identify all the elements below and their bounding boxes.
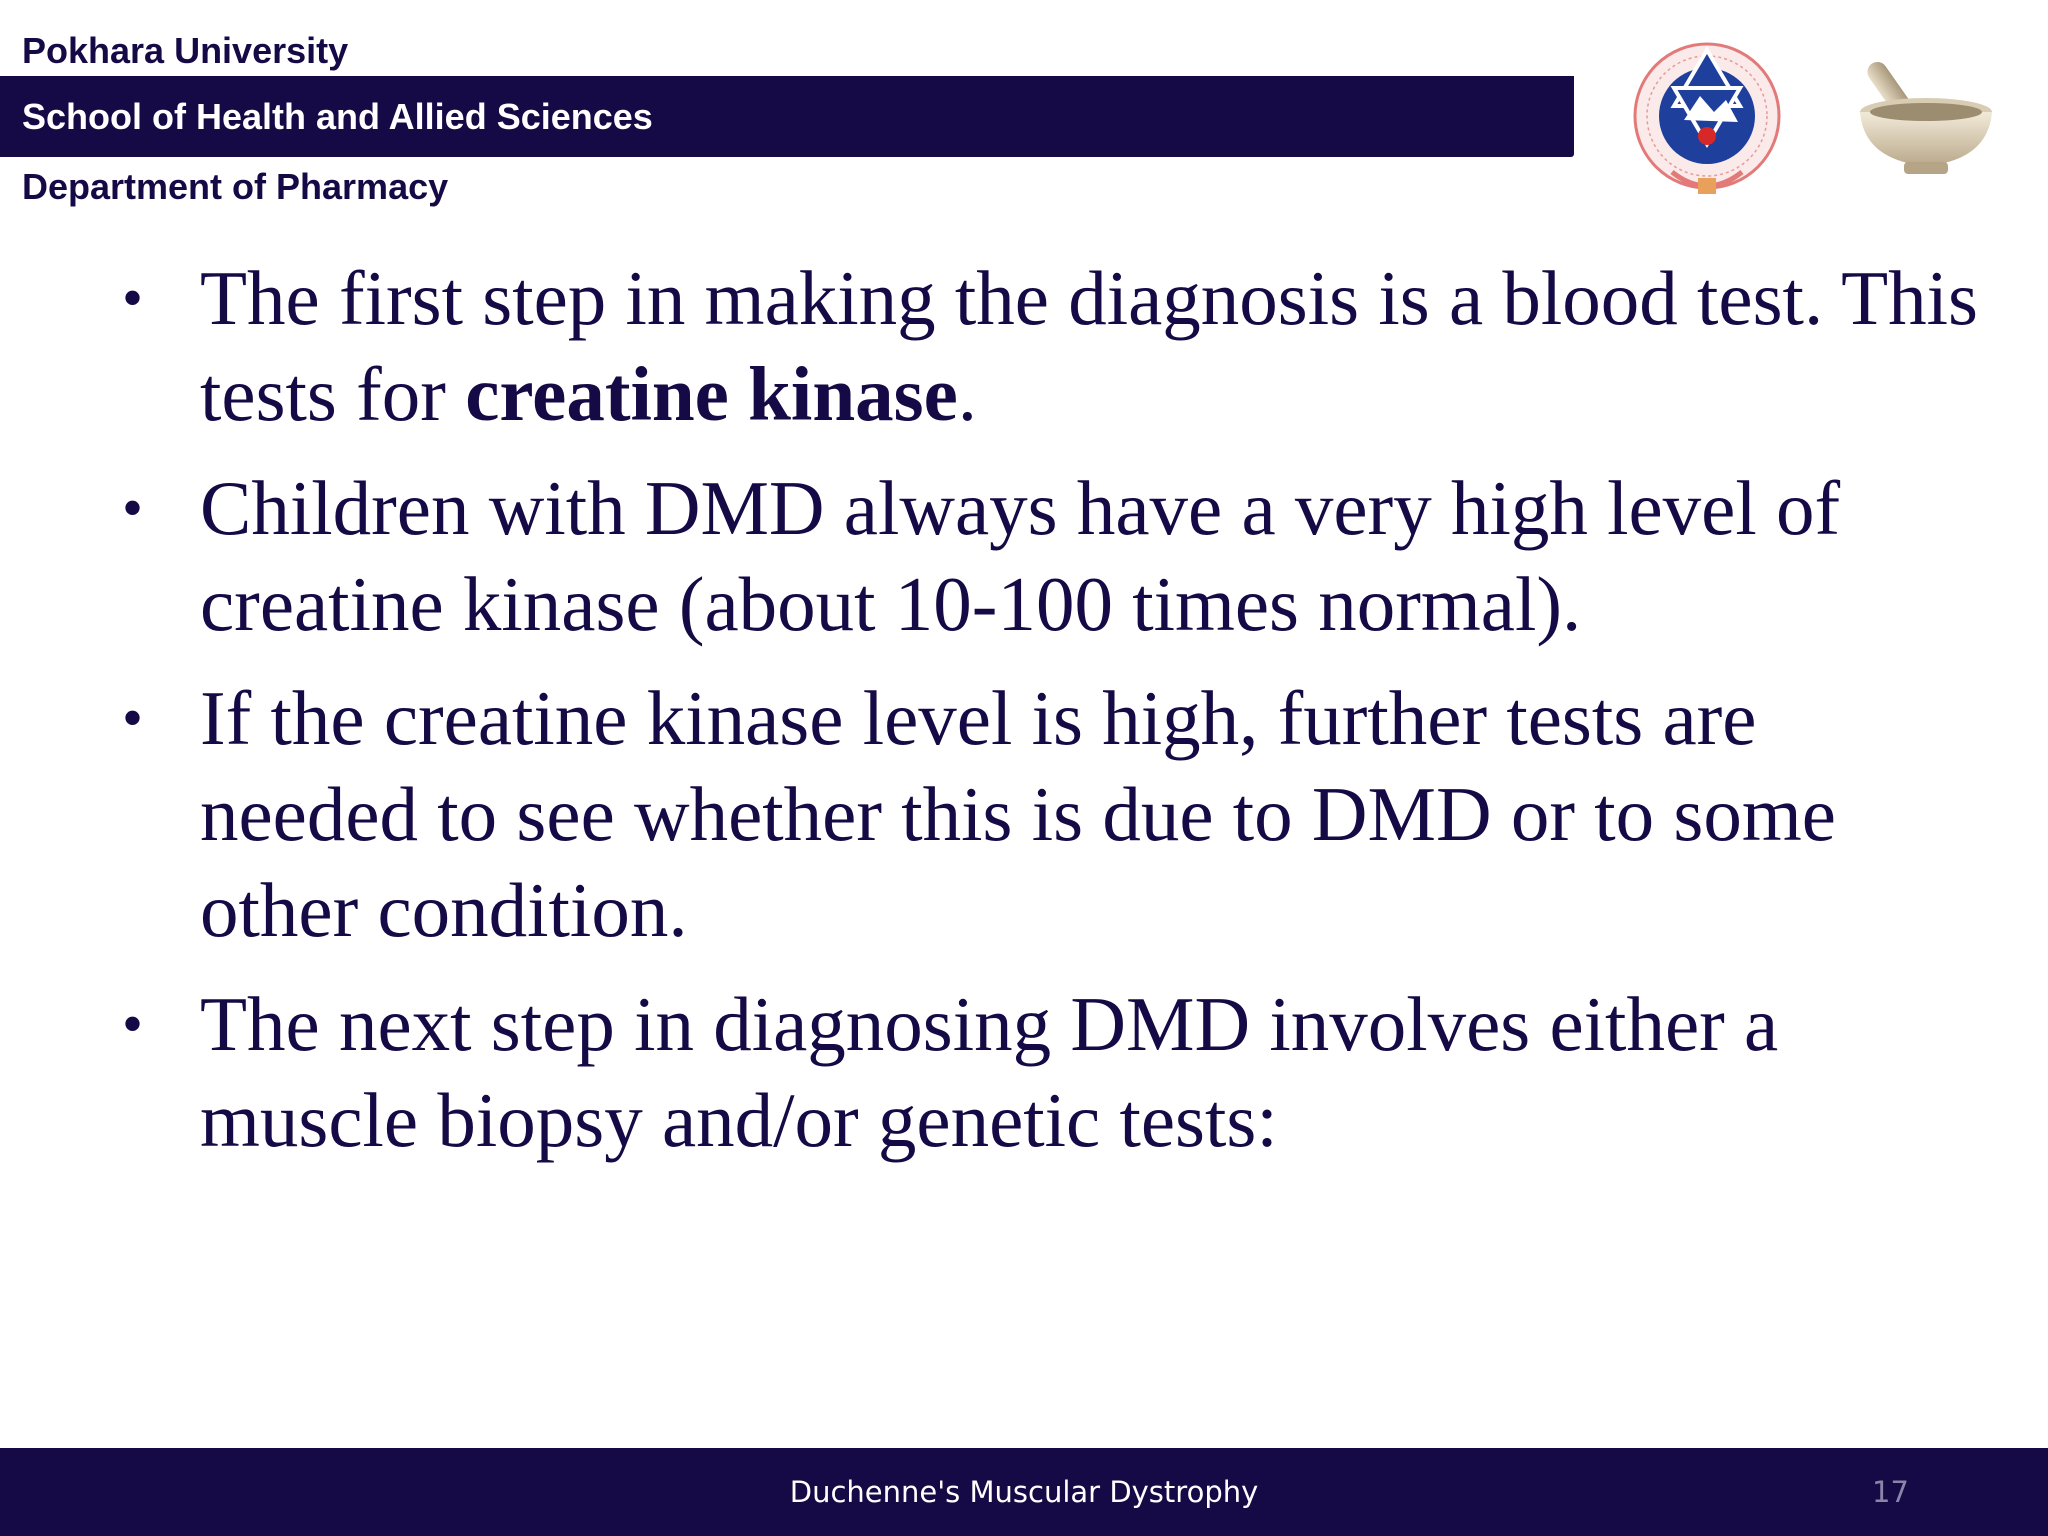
- bullet-item: [118, 250, 1978, 442]
- school-name: School of Health and Allied Sciences: [22, 96, 653, 137]
- bullet-marker: •: [122, 991, 144, 1057]
- department-name: Department of Pharmacy: [22, 166, 449, 207]
- university-name: Pokhara University: [22, 30, 349, 71]
- bullet-text-end: .: [957, 351, 978, 437]
- bullet-text: The first step in making the diagnosis is a blood test. This tests for: [200, 255, 1978, 437]
- bullet-text: If the creatine kinase level is high, further tests are needed to see whether this is due to DMD or to some other condition.: [200, 675, 1836, 953]
- bullet-list: [118, 250, 1978, 1186]
- university-seal-icon: [1622, 32, 1792, 208]
- bullet-marker: •: [122, 475, 144, 541]
- page-number: 17: [1872, 1475, 1909, 1509]
- bullet-item: [118, 460, 1978, 652]
- mortar-pestle-icon: [1848, 54, 1998, 184]
- bullet-emphasis: creatine kinase: [465, 351, 958, 437]
- bullet-marker: •: [122, 265, 144, 331]
- bullet-text: Children with DMD always have a very high level of creatine kinase (about 10-100 times normal).: [200, 465, 1841, 647]
- footer-title: Duchenne's Muscular Dystrophy: [789, 1475, 1259, 1509]
- bullet-text: The next step in diagnosing DMD involves either a muscle biopsy and/or genetic tests:: [200, 981, 1779, 1163]
- bullet-marker: •: [122, 685, 144, 751]
- bullet-item: [118, 976, 1978, 1168]
- bullet-item: [118, 670, 1978, 958]
